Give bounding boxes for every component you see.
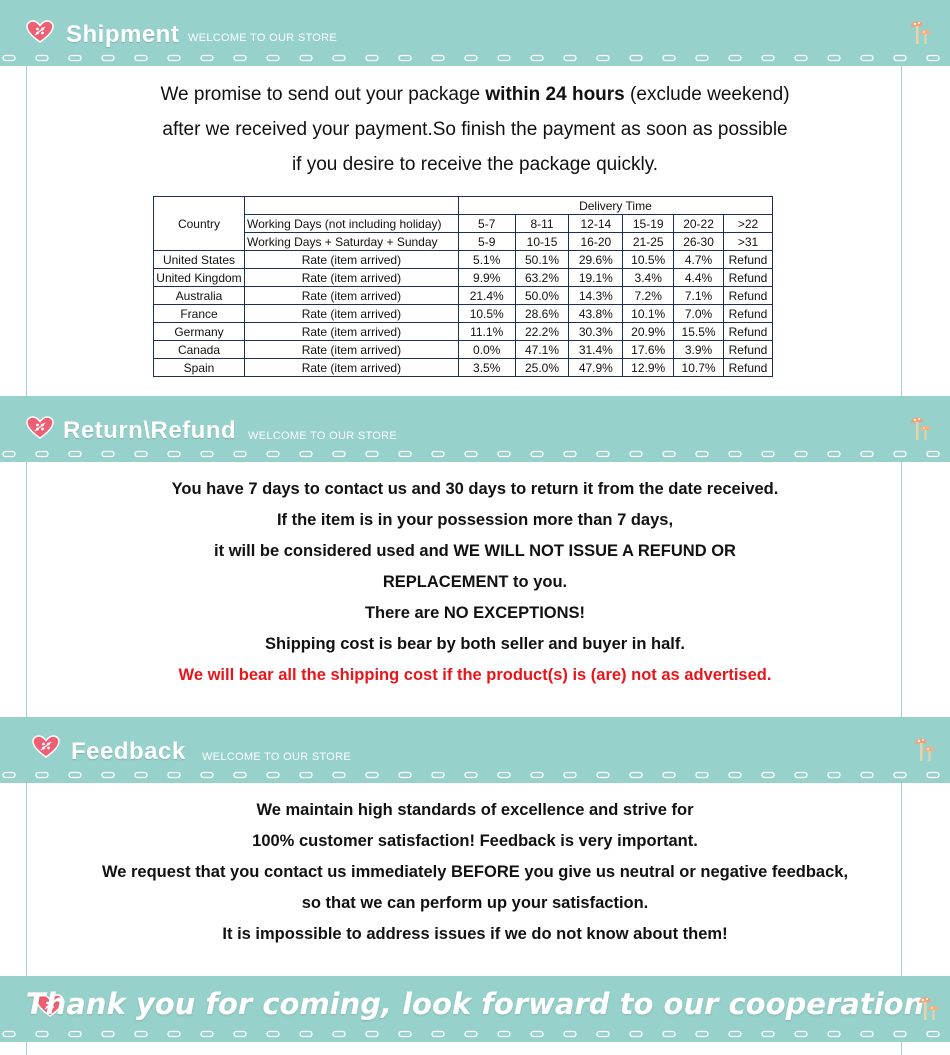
table-row xyxy=(154,341,773,359)
country-cell: France xyxy=(154,305,245,323)
country-cell: Australia xyxy=(154,287,245,305)
rate-value-cell: 10.5% xyxy=(623,251,674,269)
feedback-line-3: We request that you contact us immediately BEFORE you give us neutral or negative feedback, xyxy=(101,863,849,881)
refund-policy xyxy=(0,477,950,694)
rate-value-cell: 15.5% xyxy=(674,323,724,341)
rate-value-cell: Refund xyxy=(724,341,773,359)
header-blank xyxy=(244,197,458,215)
rate-value-cell: 14.3% xyxy=(569,287,623,305)
row-weekend-label: Working Days + Saturday + Sunday xyxy=(244,233,458,251)
feedback-line-1: We maintain high standards of excellence and strive for xyxy=(256,801,694,819)
feedback-title: Feedback xyxy=(71,738,186,765)
shipment-title: Shipment xyxy=(66,21,180,48)
rate-value-cell: 3.5% xyxy=(458,359,515,377)
table-row xyxy=(154,287,773,305)
rate-value-cell: 7.1% xyxy=(674,287,724,305)
rate-value-cell: 25.0% xyxy=(515,359,569,377)
stitch-dots xyxy=(0,771,950,779)
rate-value-cell: 7.2% xyxy=(623,287,674,305)
thanks-message: Thank you for coming, look forward to our cooperation xyxy=(25,987,925,1021)
feedback-banner xyxy=(0,717,950,783)
header-delivery-time: Delivery Time xyxy=(458,197,772,215)
rate-value-cell: 28.6% xyxy=(515,305,569,323)
rate-value-cell: 10.5% xyxy=(458,305,515,323)
row-working-label: Working Days (not including holiday) xyxy=(244,215,458,233)
rate-value-cell: 5.1% xyxy=(458,251,515,269)
mushroom-icon xyxy=(908,412,934,442)
welcome-tagline: WELCOME TO OUR STORE xyxy=(202,751,352,763)
rate-value-cell: 30.3% xyxy=(569,323,623,341)
table-row xyxy=(154,251,773,269)
stitch-dots xyxy=(0,54,950,62)
shipment-banner xyxy=(0,0,950,66)
refund-title: Return\Refund xyxy=(63,417,237,444)
shipment-line-2: after we received your payment.So finish the payment as soon as possible xyxy=(162,119,788,140)
rate-label-cell: Rate (item arrived) xyxy=(244,269,458,287)
refund-line-1: You have 7 days to contact us and 30 days to return it from the date received. xyxy=(171,480,779,498)
rate-value-cell: 31.4% xyxy=(569,341,623,359)
weekend-range-cell: 16-20 xyxy=(569,233,623,251)
country-cell: Spain xyxy=(154,359,245,377)
country-cell: United States xyxy=(154,251,245,269)
heart-button-icon xyxy=(26,416,54,440)
rate-value-cell: 3.9% xyxy=(674,341,724,359)
refund-line-6: Shipping cost is bear by both seller and buyer in half. xyxy=(265,635,685,653)
rate-value-cell: Refund xyxy=(724,287,773,305)
rate-label-cell: Rate (item arrived) xyxy=(244,287,458,305)
rate-value-cell: 12.9% xyxy=(623,359,674,377)
refund-guarantee-line: We will bear all the shipping cost if the product(s) is (are) not as advertised. xyxy=(178,666,772,684)
country-cell: Germany xyxy=(154,323,245,341)
rate-value-cell: 21.4% xyxy=(458,287,515,305)
rate-value-cell: 4.7% xyxy=(674,251,724,269)
table-row xyxy=(154,305,773,323)
rate-value-cell: 11.1% xyxy=(458,323,515,341)
rate-value-cell: 47.1% xyxy=(515,341,569,359)
rate-value-cell: 9.9% xyxy=(458,269,515,287)
thanks-banner xyxy=(0,976,950,1042)
heart-button-icon xyxy=(32,735,60,759)
rate-value-cell: 47.9% xyxy=(569,359,623,377)
rate-value-cell: Refund xyxy=(724,251,773,269)
rate-value-cell: Refund xyxy=(724,359,773,377)
rate-value-cell: 0.0% xyxy=(458,341,515,359)
refund-banner xyxy=(0,396,950,462)
country-cell: Canada xyxy=(154,341,245,359)
rate-value-cell: 43.8% xyxy=(569,305,623,323)
refund-line-2: If the item is in your possession more than 7 days, xyxy=(276,511,674,529)
mushroom-icon xyxy=(916,992,942,1022)
rate-value-cell: 20.9% xyxy=(623,323,674,341)
weekend-range-cell: 5-9 xyxy=(458,233,515,251)
mushroom-icon xyxy=(912,733,938,763)
weekend-range-cell: 26-30 xyxy=(674,233,724,251)
table-row xyxy=(154,359,773,377)
welcome-tagline: WELCOME TO OUR STORE xyxy=(248,430,398,442)
rate-label-cell: Rate (item arrived) xyxy=(244,341,458,359)
shipment-promise xyxy=(0,82,950,187)
rate-value-cell: Refund xyxy=(724,323,773,341)
rate-value-cell: 50.0% xyxy=(515,287,569,305)
weekend-range-cell: 21-25 xyxy=(623,233,674,251)
stitch-dots xyxy=(0,450,950,458)
feedback-line-5: It is impossible to address issues if we do not know about them! xyxy=(222,925,728,943)
rate-value-cell: 4.4% xyxy=(674,269,724,287)
working-range-cell: >22 xyxy=(724,215,773,233)
country-cell: United Kingdom xyxy=(154,269,245,287)
rate-label-cell: Rate (item arrived) xyxy=(244,359,458,377)
rate-value-cell: Refund xyxy=(724,269,773,287)
header-country: Country xyxy=(154,197,245,251)
rate-value-cell: Refund xyxy=(724,305,773,323)
working-range-cell: 15-19 xyxy=(623,215,674,233)
working-range-cell: 8-11 xyxy=(515,215,569,233)
rate-label-cell: Rate (item arrived) xyxy=(244,323,458,341)
stitch-dots xyxy=(0,1030,950,1038)
shipment-line-3: if you desire to receive the package quickly. xyxy=(291,154,659,175)
rate-value-cell: 10.7% xyxy=(674,359,724,377)
rate-value-cell: 63.2% xyxy=(515,269,569,287)
table-row xyxy=(154,269,773,287)
working-range-cell: 12-14 xyxy=(569,215,623,233)
table-row xyxy=(154,323,773,341)
feedback-line-2: 100% customer satisfaction! Feedback is very important. xyxy=(252,832,698,850)
delivery-time-table xyxy=(153,196,773,377)
refund-line-3: it will be considered used and WE WILL NOT ISSUE A REFUND OR xyxy=(214,542,736,560)
rate-label-cell: Rate (item arrived) xyxy=(244,305,458,323)
heart-button-icon xyxy=(26,20,54,44)
rate-value-cell: 19.1% xyxy=(569,269,623,287)
feedback-line-4: so that we can perform up your satisfaction. xyxy=(301,894,649,912)
welcome-tagline: WELCOME TO OUR STORE xyxy=(188,32,338,44)
rate-value-cell: 22.2% xyxy=(515,323,569,341)
weekend-range-cell: 10-15 xyxy=(515,233,569,251)
rate-value-cell: 10.1% xyxy=(623,305,674,323)
refund-line-4: REPLACEMENT to you. xyxy=(382,573,568,591)
working-range-cell: 5-7 xyxy=(458,215,515,233)
rate-value-cell: 50.1% xyxy=(515,251,569,269)
feedback-policy xyxy=(0,798,950,953)
shipment-line-1: We promise to send out your package within 24 hours (exclude weekend) xyxy=(160,84,790,105)
rate-value-cell: 7.0% xyxy=(674,305,724,323)
weekend-range-cell: >31 xyxy=(724,233,773,251)
rate-value-cell: 3.4% xyxy=(623,269,674,287)
rate-value-cell: 17.6% xyxy=(623,341,674,359)
refund-line-5: There are NO EXCEPTIONS! xyxy=(364,604,586,622)
working-range-cell: 20-22 xyxy=(674,215,724,233)
rate-value-cell: 29.6% xyxy=(569,251,623,269)
mushroom-icon xyxy=(908,16,934,46)
rate-label-cell: Rate (item arrived) xyxy=(244,251,458,269)
